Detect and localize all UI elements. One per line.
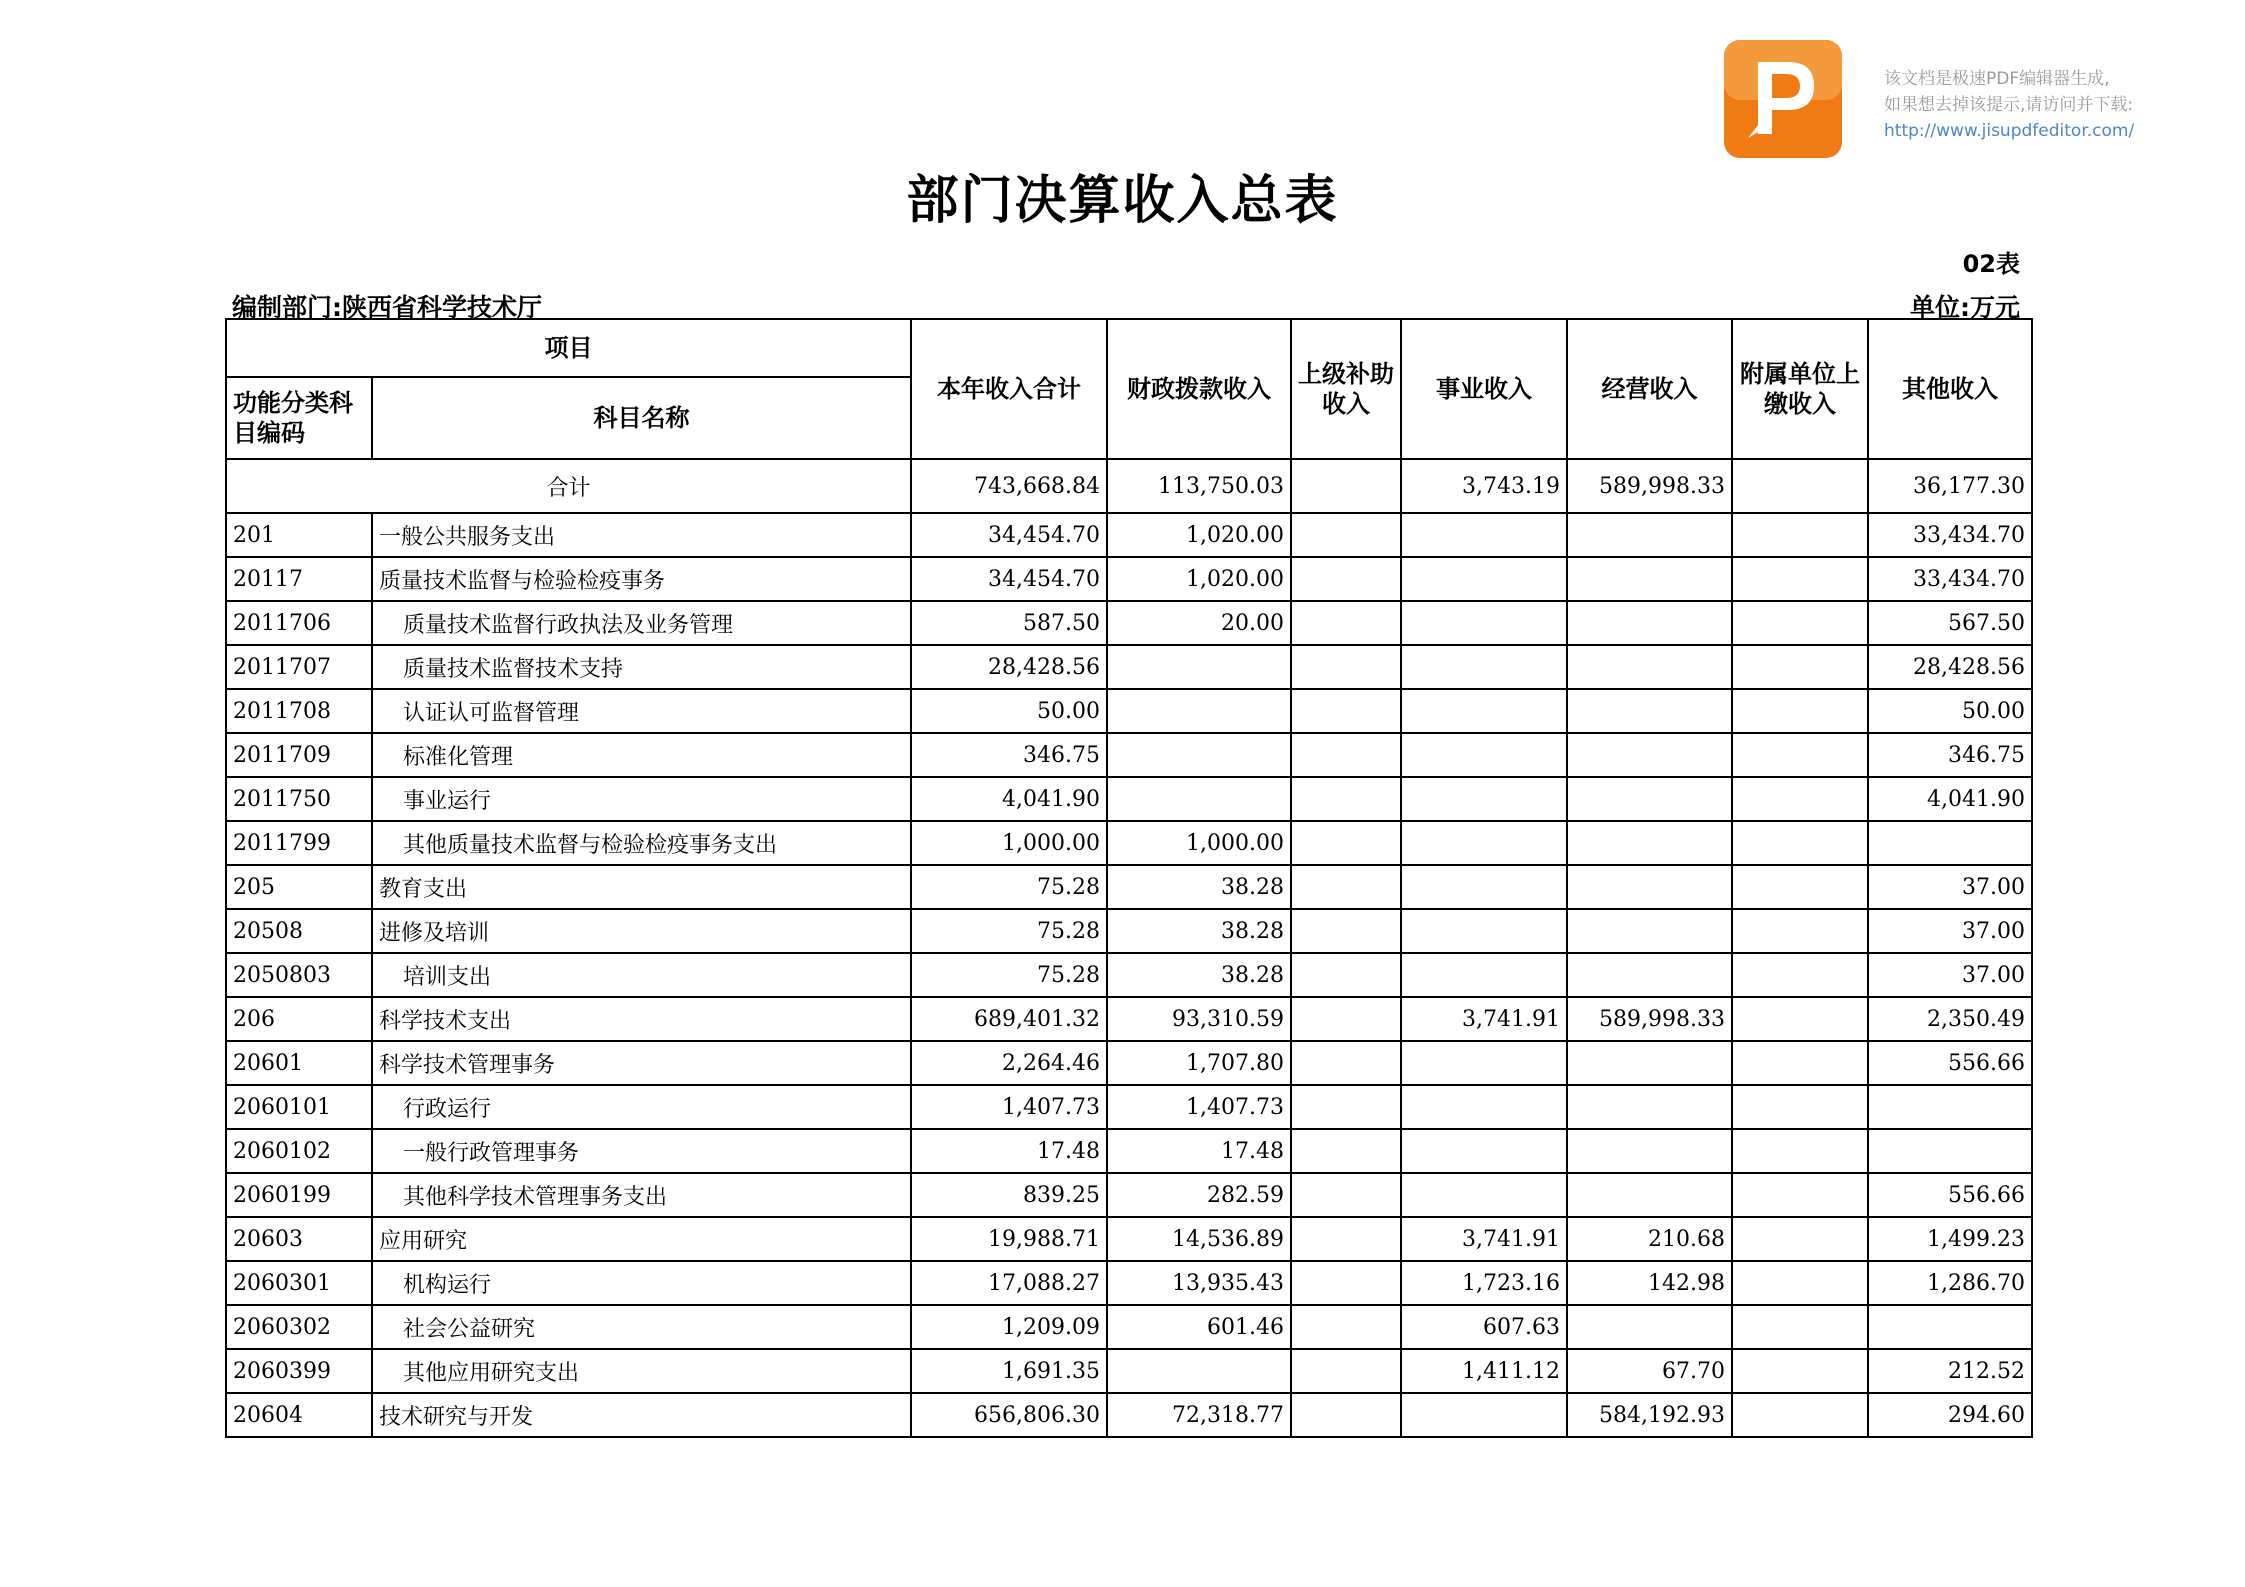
row-operating <box>1567 689 1732 733</box>
row-operating <box>1567 557 1732 601</box>
row-superior <box>1291 821 1401 865</box>
row-name: 教育支出 <box>372 865 911 909</box>
table-row <box>226 821 2032 865</box>
row-affiliated <box>1732 865 1868 909</box>
row-code: 201 <box>226 513 372 557</box>
row-code: 20117 <box>226 557 372 601</box>
row-total: 1,000.00 <box>911 821 1107 865</box>
row-operating <box>1567 865 1732 909</box>
row-total: 17.48 <box>911 1129 1107 1173</box>
row-affiliated <box>1732 1217 1868 1261</box>
row-total: 587.50 <box>911 601 1107 645</box>
row-superior <box>1291 1041 1401 1085</box>
row-other <box>1868 1085 2032 1129</box>
row-fiscal: 93,310.59 <box>1107 997 1291 1041</box>
row-total: 75.28 <box>911 865 1107 909</box>
row-total: 1,209.09 <box>911 1305 1107 1349</box>
row-operating <box>1567 601 1732 645</box>
row-other: 294.60 <box>1868 1393 2032 1437</box>
row-affiliated <box>1732 909 1868 953</box>
row-operating <box>1567 953 1732 997</box>
row-name: 一般行政管理事务 <box>372 1129 911 1173</box>
row-business <box>1401 953 1567 997</box>
header-operating: 经营收入 <box>1567 319 1732 459</box>
row-code: 2011709 <box>226 733 372 777</box>
table-row <box>226 953 2032 997</box>
table-row <box>226 733 2032 777</box>
row-operating <box>1567 1173 1732 1217</box>
row-operating <box>1567 645 1732 689</box>
total-superior <box>1291 459 1401 513</box>
row-fiscal: 1,020.00 <box>1107 557 1291 601</box>
row-total: 689,401.32 <box>911 997 1107 1041</box>
row-code: 2011750 <box>226 777 372 821</box>
header-code: 功能分类科目编码 <box>226 377 372 459</box>
row-name: 机构运行 <box>372 1261 911 1305</box>
table-row <box>226 1349 2032 1393</box>
row-superior <box>1291 1085 1401 1129</box>
table-row <box>226 1085 2032 1129</box>
row-business <box>1401 821 1567 865</box>
page-title: 部门决算收入总表 <box>906 171 1339 231</box>
row-other: 2,350.49 <box>1868 997 2032 1041</box>
header-project: 项目 <box>226 319 911 377</box>
row-total: 19,988.71 <box>911 1217 1107 1261</box>
table-row <box>226 645 2032 689</box>
row-affiliated <box>1732 689 1868 733</box>
row-other: 50.00 <box>1868 689 2032 733</box>
row-other <box>1868 1305 2032 1349</box>
header-superior: 上级补助收入 <box>1291 319 1401 459</box>
row-name: 其他质量技术监督与检验检疫事务支出 <box>372 821 911 865</box>
row-superior <box>1291 1173 1401 1217</box>
row-fiscal: 1,020.00 <box>1107 513 1291 557</box>
total-affiliated <box>1732 459 1868 513</box>
row-fiscal: 38.28 <box>1107 865 1291 909</box>
row-code: 2011707 <box>226 645 372 689</box>
row-name: 其他应用研究支出 <box>372 1349 911 1393</box>
row-affiliated <box>1732 953 1868 997</box>
row-business <box>1401 1393 1567 1437</box>
row-business: 1,411.12 <box>1401 1349 1567 1393</box>
watermark-url-link[interactable]: http://www.jisupdfeditor.com/ <box>1884 121 2135 141</box>
row-other: 33,434.70 <box>1868 557 2032 601</box>
row-affiliated <box>1732 645 1868 689</box>
header-name: 科目名称 <box>372 377 911 459</box>
row-name: 质量技术监督与检验检疫事务 <box>372 557 911 601</box>
row-fiscal: 38.28 <box>1107 953 1291 997</box>
row-total: 75.28 <box>911 909 1107 953</box>
row-superior <box>1291 1349 1401 1393</box>
row-operating: 142.98 <box>1567 1261 1732 1305</box>
table-row <box>226 601 2032 645</box>
row-other: 346.75 <box>1868 733 2032 777</box>
pdf-editor-logo-icon <box>1722 38 1844 160</box>
row-superior <box>1291 777 1401 821</box>
row-business <box>1401 1085 1567 1129</box>
row-affiliated <box>1732 1129 1868 1173</box>
row-business <box>1401 733 1567 777</box>
row-operating <box>1567 733 1732 777</box>
row-code: 2060102 <box>226 1129 372 1173</box>
row-name: 社会公益研究 <box>372 1305 911 1349</box>
row-total: 1,407.73 <box>911 1085 1107 1129</box>
row-other: 212.52 <box>1868 1349 2032 1393</box>
row-name: 一般公共服务支出 <box>372 513 911 557</box>
row-business <box>1401 1041 1567 1085</box>
row-total: 839.25 <box>911 1173 1107 1217</box>
row-name: 质量技术监督行政执法及业务管理 <box>372 601 911 645</box>
row-code: 205 <box>226 865 372 909</box>
row-superior <box>1291 513 1401 557</box>
row-business: 1,723.16 <box>1401 1261 1567 1305</box>
row-business: 3,741.91 <box>1401 997 1567 1041</box>
row-other <box>1868 1129 2032 1173</box>
row-name: 进修及培训 <box>372 909 911 953</box>
row-operating <box>1567 777 1732 821</box>
row-code: 2060101 <box>226 1085 372 1129</box>
table-row <box>226 1041 2032 1085</box>
row-business <box>1401 909 1567 953</box>
row-total: 656,806.30 <box>911 1393 1107 1437</box>
row-operating: 210.68 <box>1567 1217 1732 1261</box>
row-other: 556.66 <box>1868 1041 2032 1085</box>
row-affiliated <box>1732 513 1868 557</box>
row-fiscal <box>1107 777 1291 821</box>
watermark-line-1: 该文档是极速PDF编辑器生成, <box>1884 69 2110 89</box>
total-row <box>226 459 2032 513</box>
table-row <box>226 513 2032 557</box>
row-business <box>1401 689 1567 733</box>
header-fiscal: 财政拨款收入 <box>1107 319 1291 459</box>
row-total: 2,264.46 <box>911 1041 1107 1085</box>
row-code: 20604 <box>226 1393 372 1437</box>
row-other: 37.00 <box>1868 909 2032 953</box>
row-other: 28,428.56 <box>1868 645 2032 689</box>
row-superior <box>1291 1129 1401 1173</box>
table-row <box>226 909 2032 953</box>
row-fiscal <box>1107 1349 1291 1393</box>
row-fiscal: 601.46 <box>1107 1305 1291 1349</box>
table-row <box>226 1393 2032 1437</box>
table-row <box>226 1261 2032 1305</box>
row-fiscal: 20.00 <box>1107 601 1291 645</box>
row-name: 其他科学技术管理事务支出 <box>372 1173 911 1217</box>
row-other: 1,286.70 <box>1868 1261 2032 1305</box>
row-code: 20603 <box>226 1217 372 1261</box>
table-row <box>226 997 2032 1041</box>
row-operating <box>1567 1129 1732 1173</box>
row-superior <box>1291 601 1401 645</box>
row-operating: 584,192.93 <box>1567 1393 1732 1437</box>
row-operating: 589,998.33 <box>1567 997 1732 1041</box>
row-other: 556.66 <box>1868 1173 2032 1217</box>
header-total: 本年收入合计 <box>911 319 1107 459</box>
row-fiscal <box>1107 733 1291 777</box>
total-label: 合计 <box>226 459 911 513</box>
row-total: 75.28 <box>911 953 1107 997</box>
row-business <box>1401 557 1567 601</box>
row-other: 33,434.70 <box>1868 513 2032 557</box>
row-other: 4,041.90 <box>1868 777 2032 821</box>
row-business <box>1401 1173 1567 1217</box>
row-total: 1,691.35 <box>911 1349 1107 1393</box>
table-row <box>226 557 2032 601</box>
row-name: 认证认可监督管理 <box>372 689 911 733</box>
row-superior <box>1291 645 1401 689</box>
row-operating <box>1567 1041 1732 1085</box>
table-row <box>226 1129 2032 1173</box>
row-code: 2050803 <box>226 953 372 997</box>
total-operating: 589,998.33 <box>1567 459 1732 513</box>
row-total: 34,454.70 <box>911 557 1107 601</box>
row-code: 2011706 <box>226 601 372 645</box>
row-superior <box>1291 1217 1401 1261</box>
row-superior <box>1291 689 1401 733</box>
row-name: 质量技术监督技术支持 <box>372 645 911 689</box>
row-affiliated <box>1732 997 1868 1041</box>
row-affiliated <box>1732 601 1868 645</box>
row-fiscal: 1,000.00 <box>1107 821 1291 865</box>
table-row <box>226 689 2032 733</box>
row-business <box>1401 777 1567 821</box>
row-affiliated <box>1732 1261 1868 1305</box>
row-total: 50.00 <box>911 689 1107 733</box>
table-row <box>226 1305 2032 1349</box>
row-business <box>1401 645 1567 689</box>
row-operating <box>1567 909 1732 953</box>
row-fiscal: 1,407.73 <box>1107 1085 1291 1129</box>
row-other <box>1868 821 2032 865</box>
row-fiscal: 38.28 <box>1107 909 1291 953</box>
row-business <box>1401 865 1567 909</box>
row-superior <box>1291 1305 1401 1349</box>
row-operating <box>1567 1305 1732 1349</box>
row-affiliated <box>1732 1349 1868 1393</box>
row-total: 34,454.70 <box>911 513 1107 557</box>
row-operating <box>1567 1085 1732 1129</box>
row-name: 行政运行 <box>372 1085 911 1129</box>
row-operating <box>1567 821 1732 865</box>
table-row <box>226 865 2032 909</box>
row-code: 2011799 <box>226 821 372 865</box>
row-affiliated <box>1732 1393 1868 1437</box>
table-row <box>226 1217 2032 1261</box>
row-affiliated <box>1732 777 1868 821</box>
row-superior <box>1291 909 1401 953</box>
watermark-text <box>1884 66 2214 144</box>
row-business <box>1401 513 1567 557</box>
row-fiscal: 17.48 <box>1107 1129 1291 1173</box>
row-other: 37.00 <box>1868 865 2032 909</box>
row-fiscal: 13,935.43 <box>1107 1261 1291 1305</box>
row-code: 2011708 <box>226 689 372 733</box>
row-code: 2060199 <box>226 1173 372 1217</box>
row-fiscal: 282.59 <box>1107 1173 1291 1217</box>
row-business: 607.63 <box>1401 1305 1567 1349</box>
total-fiscal: 113,750.03 <box>1107 459 1291 513</box>
row-superior <box>1291 865 1401 909</box>
row-superior <box>1291 557 1401 601</box>
row-business <box>1401 1129 1567 1173</box>
row-code: 20508 <box>226 909 372 953</box>
row-other: 567.50 <box>1868 601 2032 645</box>
header-other: 其他收入 <box>1868 319 2032 459</box>
row-name: 科学技术管理事务 <box>372 1041 911 1085</box>
total-other: 36,177.30 <box>1868 459 2032 513</box>
row-fiscal <box>1107 689 1291 733</box>
row-name: 技术研究与开发 <box>372 1393 911 1437</box>
row-affiliated <box>1732 1173 1868 1217</box>
unit-label: 单位:万元 <box>1910 293 2020 322</box>
row-code: 20601 <box>226 1041 372 1085</box>
row-fiscal: 1,707.80 <box>1107 1041 1291 1085</box>
department-label: 编制部门:陕西省科学技术厅 <box>232 293 542 322</box>
row-name: 事业运行 <box>372 777 911 821</box>
watermark-line-2: 如果想去掉该提示,请访问并下载: <box>1884 95 2134 115</box>
row-total: 346.75 <box>911 733 1107 777</box>
row-fiscal: 14,536.89 <box>1107 1217 1291 1261</box>
row-superior <box>1291 733 1401 777</box>
row-affiliated <box>1732 1305 1868 1349</box>
row-name: 标准化管理 <box>372 733 911 777</box>
table-row <box>226 777 2032 821</box>
header-affiliated: 附属单位上缴收入 <box>1732 319 1868 459</box>
row-code: 2060399 <box>226 1349 372 1393</box>
row-name: 培训支出 <box>372 953 911 997</box>
row-total: 4,041.90 <box>911 777 1107 821</box>
total-total: 743,668.84 <box>911 459 1107 513</box>
row-affiliated <box>1732 1041 1868 1085</box>
row-other: 37.00 <box>1868 953 2032 997</box>
row-business <box>1401 601 1567 645</box>
row-affiliated <box>1732 821 1868 865</box>
row-affiliated <box>1732 557 1868 601</box>
row-code: 206 <box>226 997 372 1041</box>
income-summary-table <box>225 318 2033 1438</box>
row-other: 1,499.23 <box>1868 1217 2032 1261</box>
table-row <box>226 1173 2032 1217</box>
table-number: 02表 <box>1962 250 2020 278</box>
row-affiliated <box>1732 1085 1868 1129</box>
row-affiliated <box>1732 733 1868 777</box>
row-superior <box>1291 997 1401 1041</box>
row-business: 3,741.91 <box>1401 1217 1567 1261</box>
row-name: 应用研究 <box>372 1217 911 1261</box>
row-operating <box>1567 513 1732 557</box>
row-name: 科学技术支出 <box>372 997 911 1041</box>
total-business: 3,743.19 <box>1401 459 1567 513</box>
row-total: 28,428.56 <box>911 645 1107 689</box>
row-total: 17,088.27 <box>911 1261 1107 1305</box>
row-code: 2060302 <box>226 1305 372 1349</box>
row-fiscal: 72,318.77 <box>1107 1393 1291 1437</box>
row-operating: 67.70 <box>1567 1349 1732 1393</box>
row-superior <box>1291 1261 1401 1305</box>
row-superior <box>1291 1393 1401 1437</box>
row-superior <box>1291 953 1401 997</box>
header-business: 事业收入 <box>1401 319 1567 459</box>
row-code: 2060301 <box>226 1261 372 1305</box>
row-fiscal <box>1107 645 1291 689</box>
